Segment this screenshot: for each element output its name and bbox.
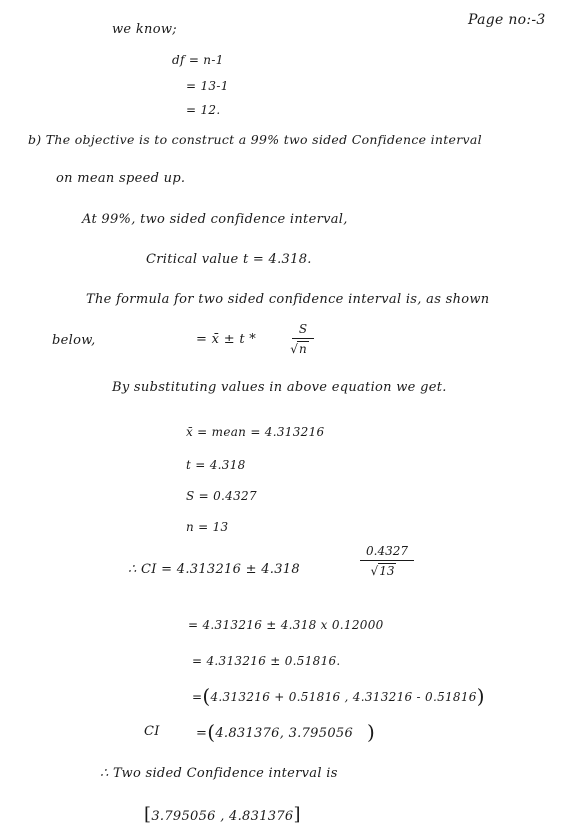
ci-step-3: =(4.313216 + 0.51816 , 4.313216 - 0.51816) bbox=[192, 684, 485, 708]
formula-fraction bbox=[292, 322, 314, 356]
substituting-line: By substituting values in above equation we get. bbox=[112, 380, 447, 395]
ci-result: =(4.831376, 3.795056 ) bbox=[196, 720, 376, 744]
final-interval-values: 3.795056 , 4.831376 bbox=[151, 809, 294, 824]
formula-intro: The formula for two sided confidence interval is, as shown bbox=[86, 292, 490, 307]
critical-value-line: Critical value t = 4.318. bbox=[146, 252, 312, 267]
formula-numerator: S bbox=[298, 322, 308, 336]
ci-result-label: CI bbox=[144, 724, 160, 739]
df-step-1: = 13-1 bbox=[186, 79, 229, 93]
ci-step-1: = 4.313216 ± 4.318 x 0.12000 bbox=[188, 618, 384, 632]
df-step-2: = 12. bbox=[186, 103, 221, 117]
n-value: n = 13 bbox=[186, 520, 229, 534]
df-formula: df = n-1 bbox=[172, 53, 224, 67]
page-number: Page no:-3 bbox=[468, 12, 546, 28]
final-interval: [3.795056 , 4.831376] bbox=[144, 804, 301, 825]
t-value: t = 4.318 bbox=[186, 458, 246, 472]
s-value: S = 0.4327 bbox=[186, 489, 257, 503]
therefore-line: ∴ Two sided Confidence interval is bbox=[100, 766, 338, 781]
ci-step-2: = 4.313216 ± 0.51816. bbox=[192, 654, 341, 668]
ci-fraction bbox=[360, 544, 414, 578]
formula-lhs: = x̄ ± t * bbox=[196, 332, 257, 347]
ci-result-values: 4.831376, 3.795056 bbox=[215, 726, 354, 741]
xbar-value: x̄ = mean = 4.313216 bbox=[186, 425, 325, 439]
ci-lhs: ∴ CI = 4.313216 ± 4.318 bbox=[128, 562, 300, 577]
ci-denominator: 13 bbox=[379, 564, 395, 578]
part-b-line-1: b) The objective is to construct a 99% two sided Confidence interval bbox=[28, 132, 482, 147]
formula-denominator: n bbox=[298, 342, 307, 356]
below-text: below, bbox=[52, 333, 96, 348]
at-99-line: At 99%, two sided confidence interval, bbox=[82, 212, 348, 227]
ci-numerator: 0.4327 bbox=[366, 544, 408, 558]
ci-step-3-inner: 4.313216 + 0.51816 , 4.313216 - 0.51816 bbox=[210, 690, 477, 704]
we-know-text: we know; bbox=[112, 22, 177, 37]
part-b-line-2: on mean speed up. bbox=[56, 171, 186, 186]
